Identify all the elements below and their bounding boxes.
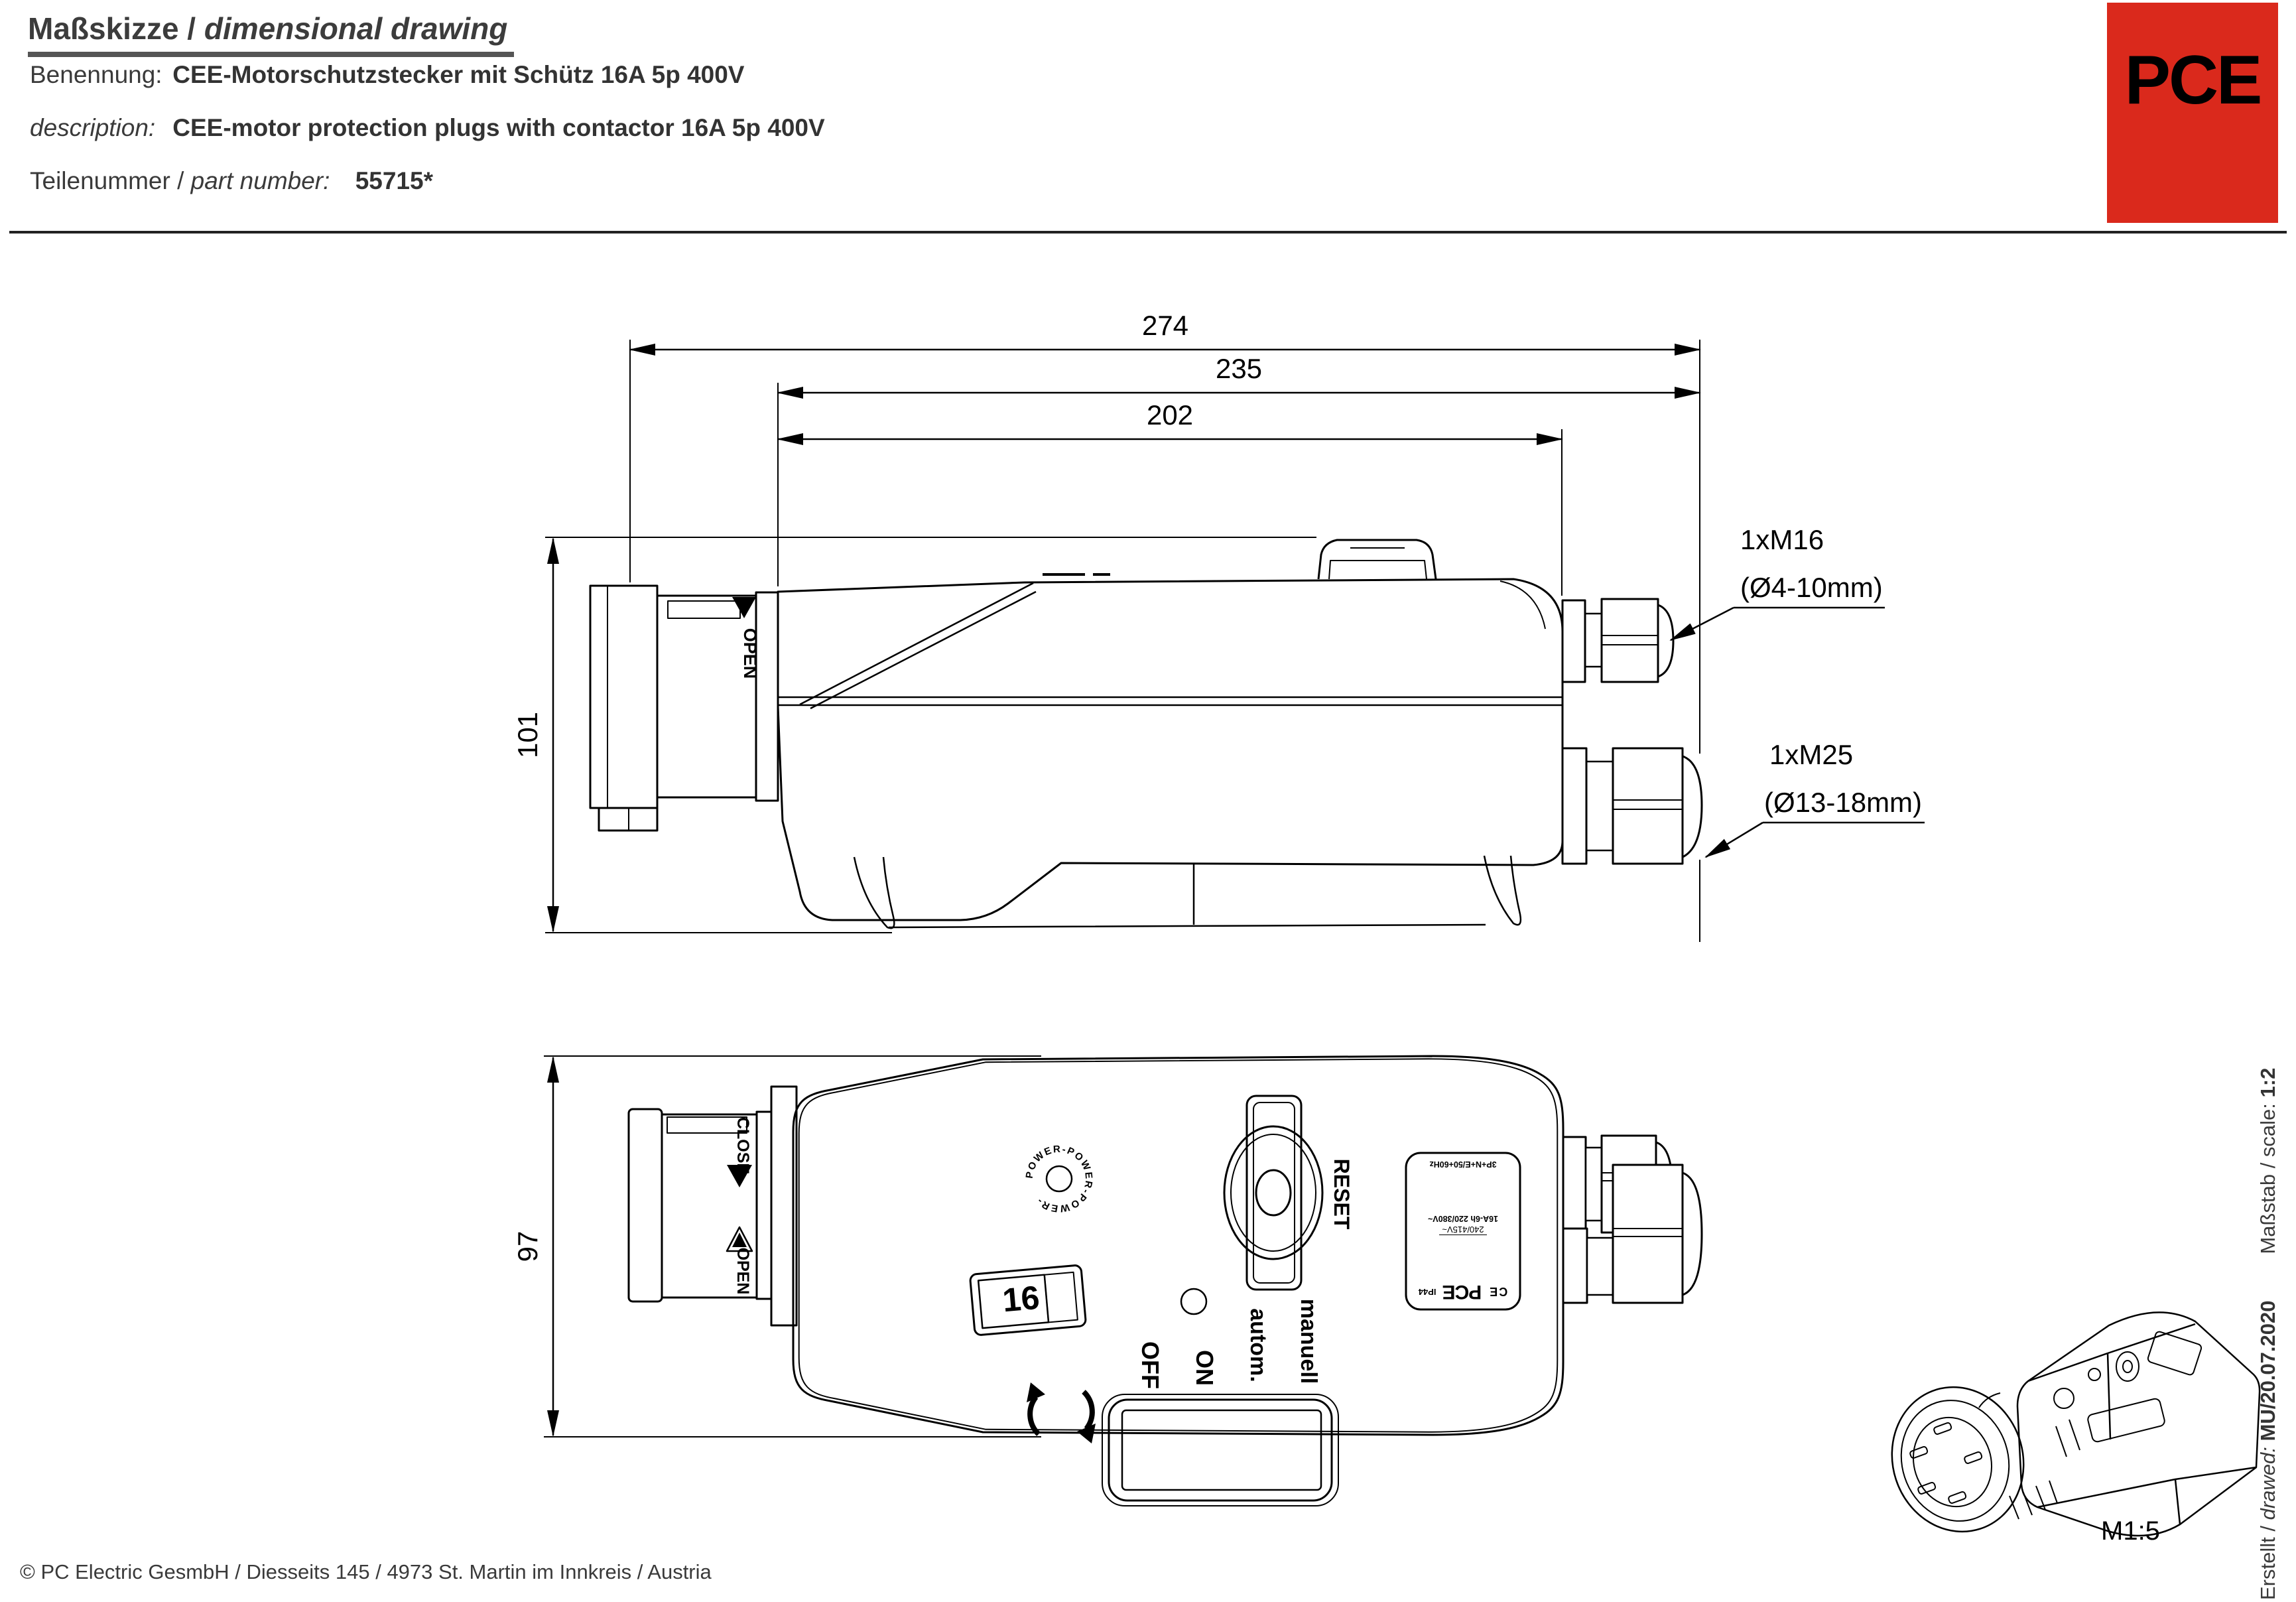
benennung-value: CEE-Motorschutzstecker mit Schütz 16A 5p 400V xyxy=(172,61,745,88)
power-ring-marking xyxy=(1047,1166,1072,1191)
description-value: CEE-motor protection plugs with contactor 16A 5p 400V xyxy=(172,114,825,141)
side-view-gland-m16 xyxy=(1563,599,1673,682)
rating-plate xyxy=(1411,1158,1515,1304)
side-view-drawing xyxy=(545,340,1925,942)
isometric-plug xyxy=(1874,1370,2057,1549)
side-view-extension-lines xyxy=(545,340,1700,942)
page-title-en: dimensional drawing xyxy=(196,11,508,46)
part-number-value: 55715* xyxy=(355,167,433,194)
created-value: MU/20.07.2020 xyxy=(2256,1300,2279,1447)
top-cap xyxy=(1318,540,1436,579)
label-open-bottom: OPEN xyxy=(733,1247,752,1295)
ce-mark: CE xyxy=(1488,1285,1508,1299)
label-close: CLOSE xyxy=(733,1116,752,1175)
part-label-de: Teilenummer / xyxy=(30,167,191,194)
created-label: Erstellt / xyxy=(2256,1520,2279,1600)
bottom-view-plug xyxy=(629,1087,797,1325)
created-label-en: drawed: xyxy=(2256,1447,2279,1520)
scale-label: Maßstab / scale: xyxy=(2256,1103,2279,1254)
dim-274: 274 xyxy=(1141,310,1189,341)
benennung-label: Benennung: xyxy=(30,61,162,88)
label-manuell: manuell xyxy=(1296,1298,1321,1384)
gland-m25-label-line1: 1xM25 xyxy=(1769,739,1854,770)
side-view-plug xyxy=(590,586,778,831)
dim-235: 235 xyxy=(1215,353,1263,384)
plate-current: 16A-6h 220/380V~ xyxy=(1428,1213,1498,1223)
switch-slot xyxy=(1102,1394,1338,1506)
gland-m16-label-line1: 1xM16 xyxy=(1740,524,1824,555)
side-view-gland-m25 xyxy=(1563,748,1702,864)
label-rating: 16 xyxy=(1001,1278,1041,1319)
bottom-view-drawing xyxy=(544,1056,1702,1506)
part-label-en: part number: xyxy=(190,167,330,194)
power-ring-text: POWER-POWER-POWER- xyxy=(1023,1143,1095,1215)
rotate-symbol-icon xyxy=(1027,1382,1096,1443)
gland-m16-label-line2: (Ø4-10mm) xyxy=(1740,572,1883,603)
side-view-open-marking: OPEN xyxy=(740,628,760,679)
detail-scale-label: M1:5 xyxy=(2101,1516,2160,1546)
plate-voltage2: 240/415V~ xyxy=(1439,1224,1486,1235)
plate-system: 3P+N+E/50+60Hz xyxy=(1429,1159,1497,1169)
label-on: ON xyxy=(1191,1350,1218,1386)
plate-ip-rating: IP44 xyxy=(1418,1287,1436,1298)
description-label: description: xyxy=(30,114,156,141)
indicator-led xyxy=(1181,1289,1206,1314)
copyright-line: © PC Electric GesmbH / Diesseits 145 / 4973 St. Martin im Innkreis / Austria xyxy=(20,1560,712,1583)
dim-97: 97 xyxy=(512,1231,543,1262)
gland-leader-lines xyxy=(1671,608,1925,857)
reset-button xyxy=(1224,1096,1322,1290)
gland-m25-label-line2: (Ø13-18mm) xyxy=(1764,787,1923,818)
label-autom: autom. xyxy=(1245,1308,1271,1382)
page-title-de: Maßskizze / xyxy=(28,11,196,46)
open-arrow-icon-small xyxy=(732,1233,747,1247)
isometric-detail-view xyxy=(1874,1312,2260,1549)
scale-value: 1:2 xyxy=(2256,1067,2279,1104)
pce-logo-text: PCE xyxy=(2124,42,2261,119)
dim-101: 101 xyxy=(512,711,543,759)
side-view-housing xyxy=(778,540,1563,928)
titleblock-vertical xyxy=(2256,1068,2280,1600)
side-view-dimension-lines xyxy=(553,350,1700,931)
dim-202: 202 xyxy=(1146,399,1194,431)
plate-brand: PCE xyxy=(1442,1281,1482,1303)
label-off: OFF xyxy=(1137,1341,1164,1389)
label-reset: RESET xyxy=(1330,1158,1354,1230)
open-arrow-icon xyxy=(732,597,756,618)
